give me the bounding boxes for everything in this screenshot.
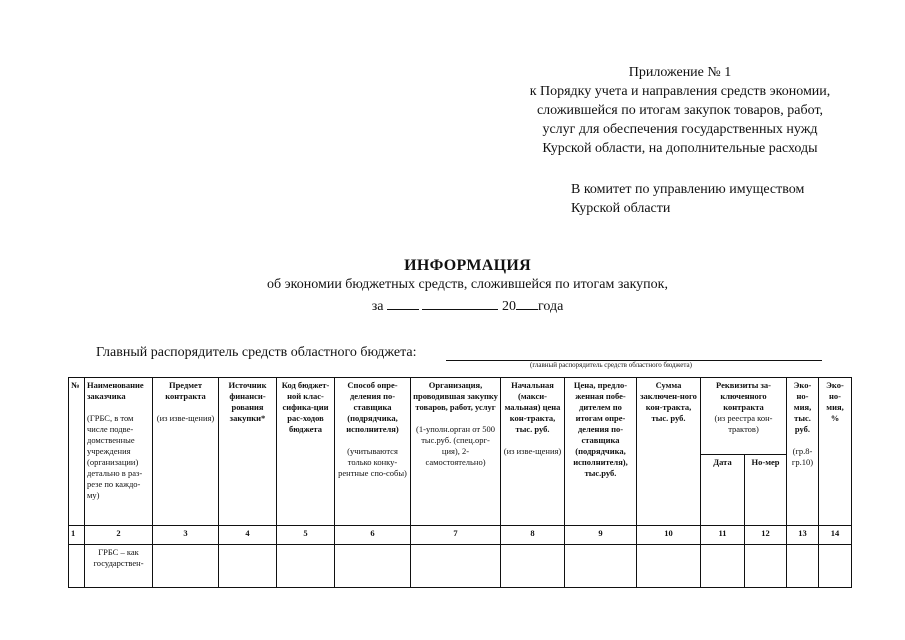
header-cell: Источник финанси-рования закупки* — [219, 378, 277, 526]
column-number: 8 — [501, 526, 565, 545]
header-cell: Предмет контракта (из изве-щения) — [153, 378, 219, 526]
document-title: ИНФОРМАЦИЯ — [404, 257, 531, 274]
column-number: 7 — [411, 526, 501, 545]
table-cell[interactable] — [411, 545, 501, 588]
period-month-blank[interactable] — [422, 295, 498, 310]
document-subtitle: об экономии бюджетных средств, сложившейся по итогам закупок, — [267, 277, 668, 292]
header-cell: Начальная (макси-мальная) цена кон-тракта, тыс. руб. (из изве-щения) — [501, 378, 565, 526]
header-cell: Эко-но-мия, % — [819, 378, 852, 526]
period-year-prefix: 20 — [501, 299, 516, 314]
header-cell: Способ опре-деления по-ставщика (подрядчика, исполнителя) (учитываются только конку-рентные спо-собы) — [335, 378, 411, 526]
annex-header — [500, 63, 860, 158]
annex-line: сложившейся по итогам закупок товаров, работ, — [536, 103, 824, 118]
annex-line: услуг для обеспечения государственных нужд — [542, 122, 818, 137]
savings-table — [68, 377, 852, 588]
header-cell: Организация, проводившая закупку товаров, работ, услуг (1-уполн.орган от 500 тыс.руб. (спец.орг-ция), 2-самостоятельно) — [411, 378, 501, 526]
grbs-caption: (главный распорядитель средств областного бюджета) — [530, 361, 692, 369]
table-cell[interactable] — [153, 545, 219, 588]
header-cell: Цена, предло-женная побе-дителем по итогам опре-деления по-ставщика (подрядчика, исполнителя), тыс.руб. — [565, 378, 637, 526]
table-cell[interactable] — [701, 545, 745, 588]
header-cell: Реквизиты за-ключенного контракта (из реестра кон-трактов) — [701, 378, 787, 455]
column-number: 4 — [219, 526, 277, 545]
period-suffix: года — [537, 299, 564, 314]
table-cell[interactable] — [745, 545, 787, 588]
table-cell[interactable] — [565, 545, 637, 588]
table-row — [69, 545, 852, 588]
recipient-line: Курской области — [571, 201, 671, 216]
header-cell: Наименование заказчика (ГРБС, в том числе подве-домственные учреждения (организации) детально в раз-резе по каждо-му) — [85, 378, 153, 526]
period-prefix: за — [371, 299, 384, 314]
period-year-blank[interactable] — [516, 295, 538, 310]
period-line — [0, 295, 905, 315]
subheader-number: Но-мер — [745, 455, 787, 526]
column-number: 12 — [745, 526, 787, 545]
table-cell[interactable] — [69, 545, 85, 588]
column-number: 1 — [69, 526, 85, 545]
subheader-date: Дата — [701, 455, 745, 526]
table-cell[interactable] — [219, 545, 277, 588]
header-cell: Сумма заключен-ного кон-тракта, тыс. руб. — [637, 378, 701, 526]
header-cell: Эко-но-мия, тыс. руб. (гр.8-гр.10) — [787, 378, 819, 526]
table-cell[interactable] — [277, 545, 335, 588]
table-cell[interactable] — [787, 545, 819, 588]
column-number: 11 — [701, 526, 745, 545]
column-number: 6 — [335, 526, 411, 545]
annex-line: Курской области, на дополнительные расходы — [542, 141, 818, 156]
grbs-label: Главный распорядитель средств областного бюджета: — [96, 345, 417, 360]
column-number: 10 — [637, 526, 701, 545]
column-number: 9 — [565, 526, 637, 545]
annex-line: Приложение № 1 — [628, 65, 732, 80]
recipient-line: В комитет по управлению имуществом — [571, 182, 805, 197]
period-day-blank[interactable] — [387, 295, 419, 310]
column-number: 3 — [153, 526, 219, 545]
table-cell[interactable] — [819, 545, 852, 588]
column-number: 2 — [85, 526, 153, 545]
column-number: 14 — [819, 526, 852, 545]
recipient-block — [571, 180, 804, 218]
header-cell: № — [69, 378, 85, 526]
column-number: 5 — [277, 526, 335, 545]
table-cell[interactable] — [335, 545, 411, 588]
table-cell[interactable] — [501, 545, 565, 588]
column-number: 13 — [787, 526, 819, 545]
annex-line: к Порядку учета и направления средств экономии, — [529, 84, 831, 99]
table-cell[interactable]: ГРБС – как государствен- — [85, 545, 153, 588]
header-cell: Код бюджет-ной клас-сифика-ции рас-ходов бюджета — [277, 378, 335, 526]
table-cell[interactable] — [637, 545, 701, 588]
